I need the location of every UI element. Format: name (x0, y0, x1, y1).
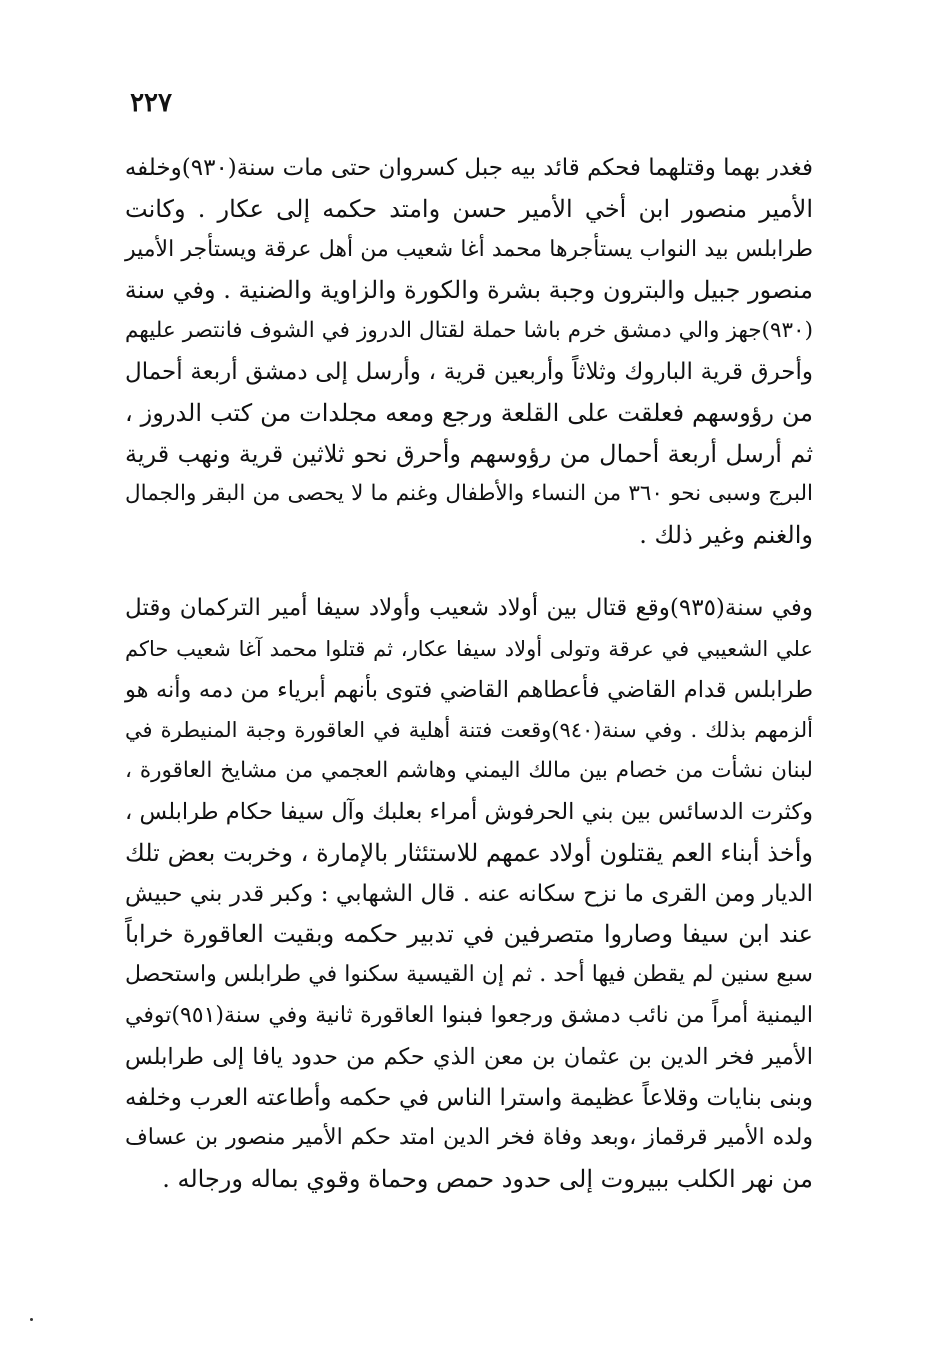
text-line: الأمير فخر الدين بن عثمان بن معن الذي حكم من حدود يافا إلى طرابلس (125, 1043, 813, 1070)
text-line: البرج وسبى نحو ٣٦٠ من النساء والأطفال وغنم ما لا يحصى من البقر والجمال (125, 481, 813, 507)
text-line: سبع سنين لم يقطن فيها أحد . ثم إن القيسية سكنوا في طرابلس واستحصل (125, 962, 813, 988)
text-line: (٩٣٠)جهز والي دمشق خرم باشا حملة لقتال الدروز في الشوف فانتصر عليهم (125, 318, 813, 344)
text-line: ثم أرسل أربعة أحمال من رؤوسهم وأحرق نحو ثلاثين قرية ونهب قرية (125, 439, 813, 468)
text-line: ولده الأمير قرقماز ،وبعد وفاة فخر الدين امتد حكم الأمير منصور بن عساف (125, 1125, 813, 1151)
text-line: وأخذ أبناء العم يقتلون أولاد عمهم للاستئثار بالإمارة ، وخربت بعض تلك (125, 838, 813, 867)
text-line: عند ابن سيفا وصاروا متصرفين في تدبير حكمه وبقيت العاقورة خراباً (125, 920, 813, 949)
text-line: فغدر بهما وقتلهما فحكم قائد بيه جبل كسروان حتى مات سنة(٩٣٠)وخلفه (124, 155, 813, 181)
scan-speck (30, 1318, 33, 1321)
text-line: علي الشعيبي في عرقة وتولى أولاد سيفا عكار، ثم قتلوا محمد آغا شعيب حاكم (125, 636, 813, 661)
text-line: وكثرت الدسائس بين بني الحرفوش أمراء بعلبك وآل سيفا حكام طرابلس ، (125, 798, 813, 825)
text-line: الأمير منصور ابن أخي الأمير حسن وامتد حكمه إلى عكار . وكانت (125, 194, 813, 223)
text-line: اليمنية أمراً من نائب دمشق ورجعوا فبنوا العاقورة ثانية وفي سنة(٩٥١)توفي (125, 1002, 813, 1028)
text-line: والغنم وغير ذلك . (639, 521, 813, 550)
text-line: الديار ومن القرى ما نزح سكانه عنه . قال الشهابي : وكبر قدر بني حبيش (125, 880, 813, 907)
text-line: وفي سنة(٩٣٥)وقع قتال بين أولاد شعيب وأولاد سيفا أمير التركمان وقتل (125, 595, 813, 621)
text-line: من رؤوسهم فعلقت على القلعة ورجع ومعه مجلدات من كتب الدروز ، (125, 398, 813, 427)
text-line: وأحرق قرية الباروك وثلاثاً وأربعين قرية ، وأرسل إلى دمشق أربعة أحمال (125, 358, 813, 385)
text-line: ألزمهم بذلك . وفي سنة(٩٤٠)وقعت فتنة أهلية في العاقورة وجبة المنيطرة في (125, 718, 813, 743)
text-line: منصور جبيل والبترون وجبة بشرة والكورة والزاوية والضنية . وفي سنة (124, 276, 813, 305)
text-line: طرابلس قدام القاضي فأعطاهم القاضي فتوى بأنهم أبرياء من دمه وأنه هو (125, 676, 813, 703)
text-line: وبنى بنايات وقلاعاً عظيمة واسترا الناس في حكمه وأطاعته العرب وخلفه (125, 1084, 813, 1111)
text-line: لبنان نشأت من خصام بين مالك اليمني وهاشم العجمي من مشايخ العاقورة ، (125, 758, 813, 784)
paragraph-2 (125, 588, 813, 1200)
text-line: من نهر الكلب ببيروت إلى حدود حمص وحماة وقوي بماله ورجاله . (162, 1165, 813, 1194)
page-number: ٢٢٧ (130, 88, 172, 118)
paragraph-1 (125, 148, 813, 556)
text-line: طرابلس بيد النواب يستأجرها محمد أغا شعيب من أهل عرقة ويستأجر الأمير (125, 236, 813, 262)
